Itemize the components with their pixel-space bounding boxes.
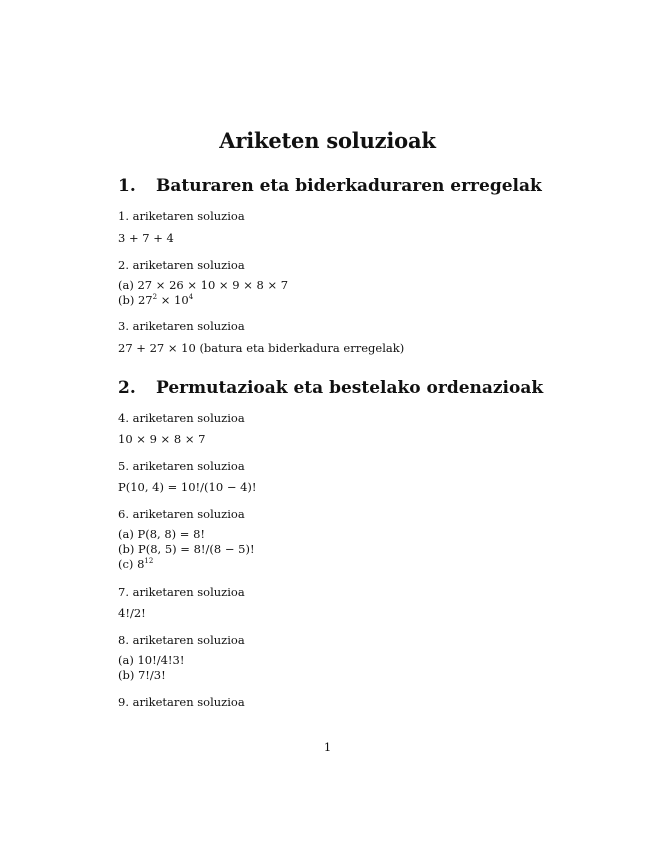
section-title: Baturaren eta biderkaduraren erregelak: [156, 176, 542, 196]
exercise-answer: [118, 653, 185, 683]
exercise-answer: [118, 231, 174, 246]
exercise-answer: [118, 606, 146, 621]
section-heading-1: [118, 176, 542, 196]
answer-line: (c) $8^{12}$: [118, 557, 154, 571]
exercise-answer: [118, 432, 205, 447]
answer-line: (a) 27 × 26 × 10 × 9 × 8 × 7: [118, 278, 289, 292]
exercise-label: 8. ariketaren soluzioa: [118, 633, 245, 647]
answer-line: (b) 7!/3!: [118, 668, 166, 682]
exercise-label: 7. ariketaren soluzioa: [118, 585, 245, 599]
answer-line: (a) P(8, 8) = 8!: [118, 527, 206, 541]
section-number: 2.: [118, 378, 136, 398]
exercise-answer: [118, 527, 255, 572]
section-number: 1.: [118, 176, 136, 196]
exercise-answer: [118, 341, 404, 356]
answer-line: 4!/2!: [118, 606, 146, 620]
exercise-label: 6. ariketaren soluzioa: [118, 507, 245, 521]
page-title: Ariketen soluzioak: [219, 128, 436, 153]
answer-line: (b) P(8, 5) = 8!/(8 − 5)!: [118, 542, 255, 556]
answer-line: P(10, 4) = 10!/(10 − 4)!: [118, 480, 257, 494]
exercise-label: 1. ariketaren soluzioa: [118, 209, 245, 223]
exercise-label: 2. ariketaren soluzioa: [118, 258, 245, 272]
answer-line: 27 + 27 × 10 (batura eta biderkadura erregelak): [118, 341, 405, 355]
exercise-label: 9. ariketaren soluzioa: [118, 695, 245, 709]
answer-line: 10 × 9 × 8 × 7: [118, 432, 206, 446]
answer-line: (b) $27^2 \times 10^4$: [118, 293, 194, 307]
exercise-label: 3. ariketaren soluzioa: [118, 319, 245, 333]
exercise-label: 5. ariketaren soluzioa: [118, 459, 245, 473]
exercise-answer: [118, 278, 288, 308]
exercise-answer: [118, 480, 257, 495]
answer-line: 3 + 7 + 4: [118, 231, 174, 245]
page-number: 1: [323, 740, 332, 754]
section-heading-2: [118, 378, 543, 398]
exercise-label: 4. ariketaren soluzioa: [118, 411, 245, 425]
section-title: Permutazioak eta bestelako ordenazioak: [156, 378, 544, 398]
answer-line: (a) 10!/4!3!: [118, 653, 185, 667]
